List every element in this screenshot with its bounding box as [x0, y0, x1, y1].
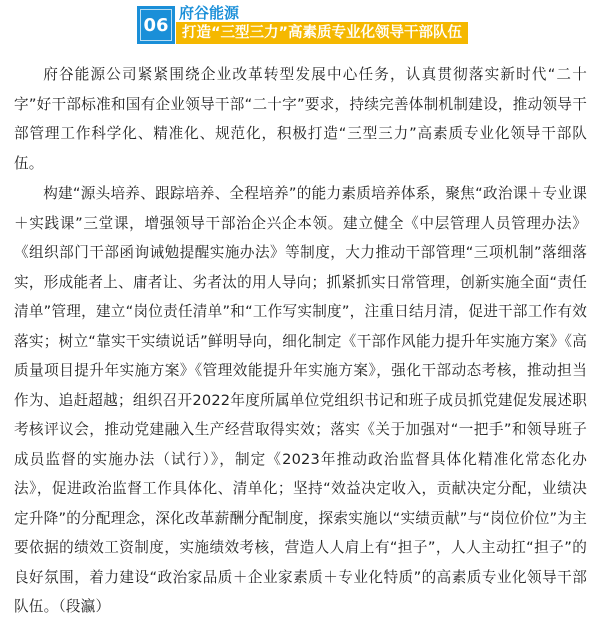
section-title-banner: 打造“三型三力”高素质专业化领导干部队伍 — [176, 22, 468, 44]
paragraph-intro: 府谷能源公司紧紧围绕企业改革转型发展中心任务，认真贯彻落实新时代“二十字”好干部标准和国有企业领导干部“二十字”要求，持续完善体制机制建设，推动领导干部管理工作科学化、精准化、规范化，积极打造“三型三力”高素质专业化领导干部队伍。 — [14, 66, 587, 172]
article-body — [0, 60, 600, 622]
section-number-badge: 06 — [137, 6, 175, 44]
section-header — [0, 0, 600, 50]
paragraph-main: 构建“源头培养、跟踪培养、全程培养”的能力素质培养体系，聚焦“政治课＋专业课＋实践课”三堂课，增强领导干部治企兴企本领。建立健全《中层管理人员管理办法》《组织部门干部函询诫勉提醒实施办法》等制度，大力推动干部管理“三项机制”落细落实，形成能者上、庸者让、劣者汰的用人导向；抓紧抓实日常管理，创新实施全面“责任清单”管理，建立“岗位责任清单”和“工作写实制度”，注重日结月清，促进干部工作有效落实；树立“靠实干实绩说话”鲜明导向，细化制定《干部作风能力提升年实施方案》《高质量项目提升年实施方案》《管理效能提升年实施方案》，强化干部动态考核，推动担当作为、追赶超越；组织召开2022年度所属单位党组织书记和班子成员抓党建促发展述职考核评议会，推动党建融入生产经营取得实效；落实《关于加强对“一把手”和领导班子成员监督的实施办法（试行）》，制定《2023年推动政治监督具体化精准化常态化办法》，促进政治监督工作具体化、清单化；坚持“效益决定收入，贡献决定分配，业绩决定升降”的分配理念，深化改革薪酬分配制度，探索实施以“实绩贡献”与“岗位价位”为主要依据的绩效工资制度，实施绩效考核，营造人人肩上有“担子”，人人主动扛“担子”的良好氛围，着力建设“政治家品质＋企业家素质＋专业化特质”的高素质专业化领导干部队伍。（段瀛） — [14, 185, 587, 615]
company-name: 府谷能源 — [179, 4, 240, 22]
